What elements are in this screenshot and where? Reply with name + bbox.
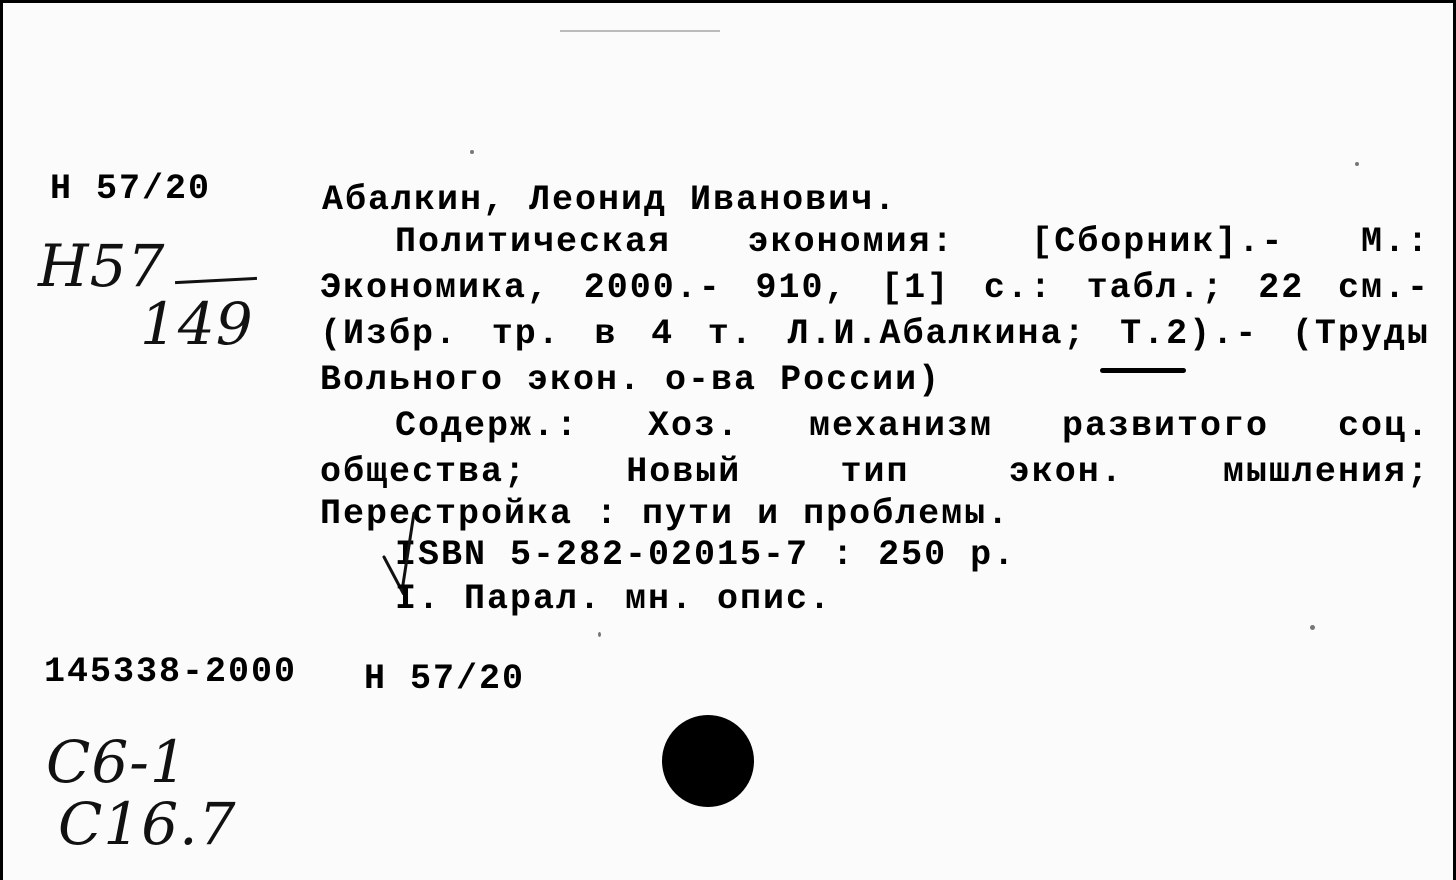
word: 4 [651, 314, 675, 354]
handwritten-code-1: С6-1 [46, 728, 188, 796]
card-border-top [0, 0, 1456, 3]
card-border-left [0, 0, 3, 880]
note-line: I. Парал. мн. опис. [395, 579, 833, 619]
word: [1] [881, 268, 951, 308]
word: 910, [755, 268, 848, 308]
word: соц. [1337, 406, 1430, 446]
title-line-4 [320, 360, 1430, 400]
word: Содерж.: [395, 406, 580, 446]
word: Экономика, [320, 268, 551, 308]
word: Политическая [395, 222, 672, 262]
word: 2000.- [583, 268, 722, 308]
handwritten-fraction-line [175, 277, 257, 284]
shelf-mark-top: Н 57/20 [50, 169, 212, 209]
inventory-number: 145338-2000 [44, 652, 298, 692]
scan-speck [560, 30, 720, 32]
word: см.- [1337, 268, 1430, 308]
scan-speck [1355, 162, 1359, 166]
word: экономия: [747, 222, 955, 262]
word: тип [840, 452, 910, 492]
word: с.: [983, 268, 1053, 308]
handwritten-code-2: С16.7 [58, 790, 237, 858]
word: табл.; [1086, 268, 1225, 308]
author-heading: Абалкин, Леонид Иванович. [322, 180, 898, 220]
handwritten-shelf-bottom: 149 [140, 290, 254, 358]
word: Вольного экон. о-ва России) [320, 360, 942, 400]
word: развитого [1061, 406, 1270, 446]
scan-speck [470, 150, 474, 154]
word: Новый [626, 452, 742, 492]
word: Перестройка : пути и проблемы. [320, 494, 1011, 534]
contents-line-3 [320, 494, 1430, 534]
word: общества; [320, 452, 528, 492]
word: Т.2).- [1120, 314, 1259, 354]
word: Хоз. [648, 406, 741, 446]
word: механизм [808, 406, 994, 446]
contents-line-2 [320, 452, 1430, 492]
scan-speck [1310, 625, 1315, 630]
word: М.: [1360, 222, 1430, 262]
contents-line-1 [395, 406, 1430, 446]
word: т. [707, 314, 754, 354]
scan-speck [598, 632, 601, 637]
isbn-line: ISBN 5-282-02015-7 : 250 р. [395, 535, 1017, 575]
word: тр. [491, 314, 561, 354]
word: [Сборник].- [1031, 222, 1285, 262]
word: экон. [1008, 452, 1124, 492]
word: в [594, 314, 618, 354]
word: 22 [1258, 268, 1305, 308]
word: Л.И.Абалкина; [787, 314, 1087, 354]
punch-hole [662, 715, 754, 807]
word: (Труды [1291, 314, 1430, 354]
title-line-2 [320, 268, 1430, 308]
word: мышления; [1222, 452, 1430, 492]
handwritten-shelf-top: Н57 [38, 232, 166, 300]
word: (Избр. [320, 314, 459, 354]
shelf-mark-bottom: Н 57/20 [364, 659, 526, 699]
title-line-3 [320, 314, 1430, 354]
title-line-1 [395, 222, 1430, 262]
